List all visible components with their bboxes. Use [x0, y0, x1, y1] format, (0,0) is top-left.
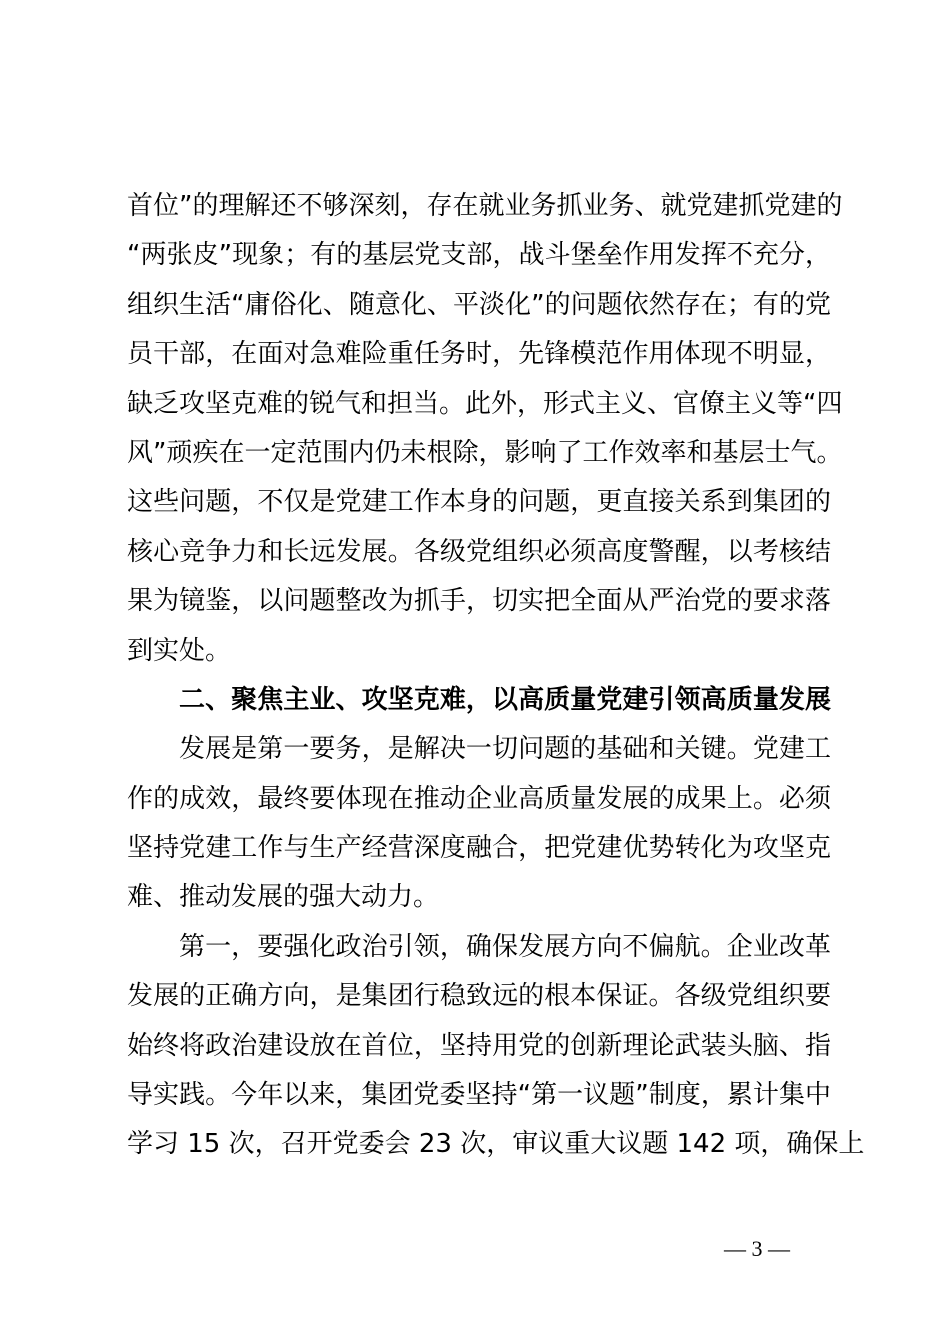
text-line: 这些问题，不仅是党建工作本身的问题，更直接关系到集团的: [127, 487, 831, 518]
page-number: — 3 —: [724, 1236, 790, 1261]
paragraph: [127, 725, 831, 923]
text-line: 坚持党建工作与生产经营深度融合，把党建优势转化为攻坚克: [127, 833, 831, 864]
document-body: [127, 182, 865, 1170]
text-line: 到实处。: [127, 635, 232, 666]
text-line: 发展的正确方向，是集团行稳致远的根本保证。各级党组织要: [127, 981, 831, 1012]
text-line: 组织生活“庸俗化、随意化、平淡化”的问题依然存在；有的党: [127, 289, 831, 320]
text-line: 缺乏攻坚克难的锐气和担当。此外，形式主义、官僚主义等“四: [127, 388, 843, 419]
text-line: 学习 15 次，召开党委会 23 次，审议重大议题 142 项，确保上: [127, 1129, 865, 1160]
text-line: 第一，要强化政治引领，确保发展方向不偏航。企业改革: [179, 931, 831, 962]
section-heading: 二、聚焦主业、攻坚克难，以高质量党建引领高质量发展: [179, 684, 831, 715]
text-line: 导实践。今年以来，集团党委坚持“第一议题”制度，累计集中: [127, 1080, 831, 1111]
text-line: “两张皮”现象；有的基层党支部，战斗堡垒作用发挥不充分，: [127, 240, 831, 271]
text-line: 发展是第一要务，是解决一切问题的基础和关键。党建工: [179, 734, 831, 765]
text-line: 核心竞争力和长远发展。各级党组织必须高度警醒，以考核结: [127, 536, 831, 567]
text-line: 作的成效，最终要体现在推动企业高质量发展的成果上。必须: [127, 783, 831, 814]
text-line: 风”顽疾在一定范围内仍未根除，影响了工作效率和基层士气。: [127, 437, 843, 468]
text-line: 首位”的理解还不够深刻，存在就业务抓业务、就党建抓党建的: [127, 191, 843, 221]
text-line: 始终将政治建设放在首位，坚持用党的创新理论武装头脑、指: [127, 1030, 831, 1061]
text-line: 员干部，在面对急难险重任务时，先锋模范作用体现不明显，: [127, 339, 831, 370]
paragraph: [127, 182, 843, 676]
paragraph: [127, 923, 865, 1170]
text-line: 果为镜鉴，以问题整改为抓手，切实把全面从严治党的要求落: [127, 586, 831, 617]
text-line: 难、推动发展的强大动力。: [127, 882, 440, 913]
